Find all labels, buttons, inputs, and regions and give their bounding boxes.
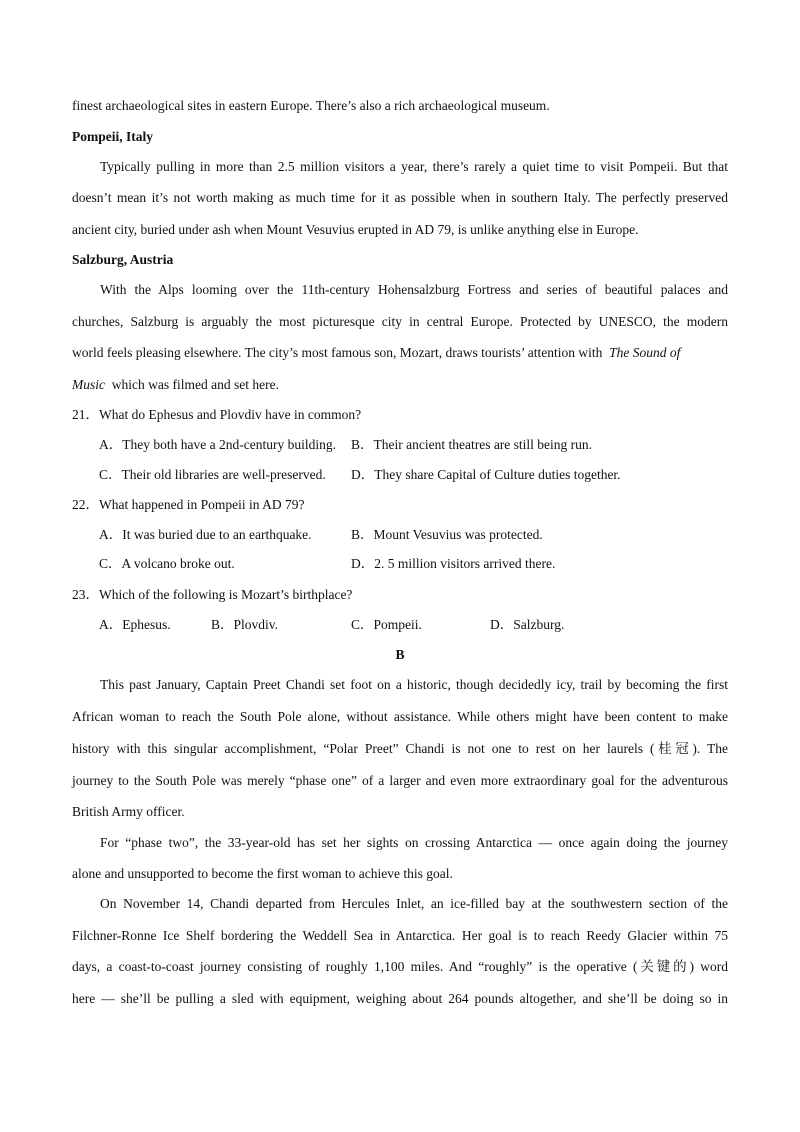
question-21-stem: 21．What do Ephesus and Plovdiv have in common? [72, 407, 362, 422]
salzburg-paragraph-line [72, 376, 728, 394]
section-b-paragraph-line: journey to the South Pole was merely “phase one” of a larger and even more extraordinary goal for the adventurous [72, 773, 728, 788]
q23-option-b: B．Plovdiv. [211, 617, 279, 632]
section-b-paragraph-line: British Army officer. [72, 804, 185, 819]
q21-option-a: A．They both have a 2nd-century building. [99, 437, 336, 452]
section-b-paragraph-line: This past January, Captain Preet Chandi set foot on a historic, though decidedly icy, trail by becoming the first [100, 677, 728, 692]
pompeii-paragraph-line: Typically pulling in more than 2.5 million visitors a year, there’s rarely a quiet time to visit Pompeii. But that [100, 159, 728, 174]
section-b-paragraph-line: days, a coast-to-coast journey consisting of roughly 1,100 miles. And “roughly” is the operative (关键的) word [72, 959, 728, 974]
question-23-stem: 23．Which of the following is Mozart’s birthplace? [72, 587, 353, 602]
salzburg-heading: Salzburg, Austria [72, 252, 174, 267]
q23-option-a: A．Ephesus. [99, 617, 171, 632]
section-b-paragraph-line: On November 14, Chandi departed from Hercules Inlet, an ice-filled bay at the southwestern section of the [100, 896, 728, 911]
section-b-paragraph-line: Filchner-Ronne Ice Shelf bordering the Weddell Sea in Antarctica. Her goal is to reach Reedy Glacier within 75 [72, 928, 728, 943]
salzburg-line-text: world feels pleasing elsewhere. The city’s most famous son, Mozart, draws tourists’ attention with [72, 345, 603, 360]
salzburg-paragraph-line: churches, Salzburg is arguably the most picturesque city in central Europe. Protected by UNESCO, the modern [72, 314, 728, 329]
section-b-paragraph-line: African woman to reach the South Pole alone, without assistance. While others might have been content to make [72, 709, 728, 724]
q22-option-c: C．A volcano broke out. [99, 556, 235, 571]
pompeii-heading: Pompeii, Italy [72, 129, 153, 144]
salzburg-line-text: which was filmed and set here. [111, 377, 279, 392]
q22-option-b: B．Mount Vesuvius was protected. [351, 527, 543, 542]
pompeii-paragraph-line: doesn’t mean it’s not worth making as much time for it as possible when in southern Italy. The perfectly preserved [72, 190, 728, 205]
q21-option-b: B．Their ancient theatres are still being run. [351, 437, 593, 452]
salzburg-paragraph-line [72, 344, 728, 362]
q22-option-a: A．It was buried due to an earthquake. [99, 527, 312, 542]
q22-option-d: D．2. 5 million visitors arrived there. [351, 556, 556, 571]
section-b-paragraph-line: For “phase two”, the 33-year-old has set her sights on crossing Antarctica — once again doing the journey [100, 835, 728, 850]
section-b-paragraph-line: history with this singular accomplishment, “Polar Preet” Chandi is not one to rest on her laurels (桂冠). The [72, 741, 728, 756]
q21-option-d: D．They share Capital of Culture duties together. [351, 467, 621, 482]
section-b-paragraph-line: here — she’ll be pulling a sled with equipment, weighing about 264 pounds altogether, and she’ll be doing so in [72, 991, 728, 1006]
film-title-part: Music [72, 377, 105, 392]
q23-option-d: D．Salzburg. [490, 617, 565, 632]
question-22-stem: 22．What happened in Pompeii in AD 79? [72, 497, 305, 512]
film-title-part: The Sound of [609, 345, 681, 360]
section-b-heading: B [395, 647, 405, 662]
q23-option-c: C．Pompeii. [351, 617, 422, 632]
pompeii-paragraph-line: ancient city, buried under ash when Mount Vesuvius erupted in AD 79, is unlike anything else in Europe. [72, 222, 639, 237]
continuation-line: finest archaeological sites in eastern Europe. There’s also a rich archaeological museum. [72, 98, 550, 113]
q21-option-c: C．Their old libraries are well-preserved. [99, 467, 326, 482]
salzburg-paragraph-line: With the Alps looming over the 11th-century Hohensalzburg Fortress and series of beautiful palaces and [100, 282, 728, 297]
section-b-paragraph-line: alone and unsupported to become the first woman to achieve this goal. [72, 866, 453, 881]
